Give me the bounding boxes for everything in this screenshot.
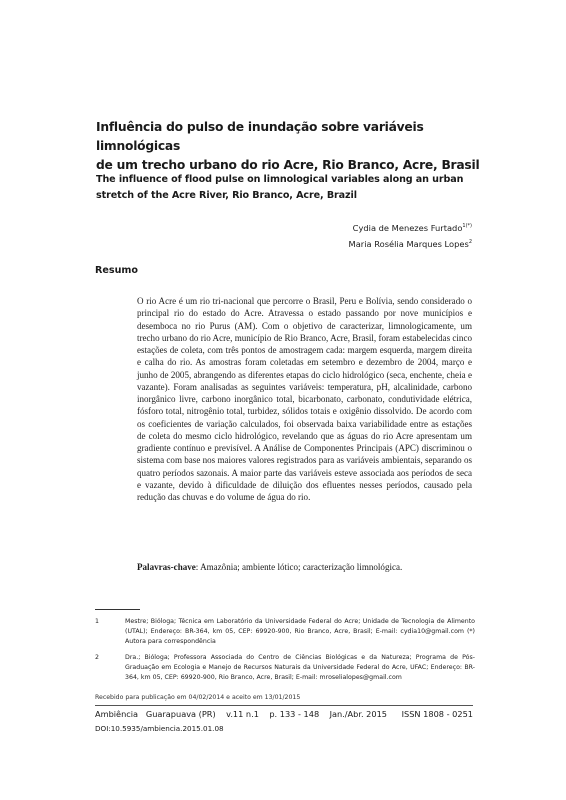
title-pt-line-2: de um trecho urbano do rio Acre, Rio Branco, Acre, Brasil: [96, 158, 480, 172]
doi: DOI:10.5935/ambiencia.2015.01.08: [95, 724, 224, 733]
footnote-text: Dra.; Bióloga; Professora Associada do Centro de Ciências Biológicas e da Natureza; Programa de Pós-Graduação em Ecologia e Manejo de Recursos Naturais da Universidade Federal do Acre, UFAC; Endereço: BR-364, km 05, CEP: 69920-900, Rio Branco, Acre, Brasil; E-mail: mroselialopes@gmail.com: [125, 654, 475, 681]
author-list: [250, 219, 472, 252]
issn: ISSN 1808 - 0251: [401, 709, 473, 719]
footnote-number: 2: [95, 654, 99, 661]
author-2: [250, 235, 472, 251]
journal-citation: [95, 709, 473, 719]
footnote-number: 1: [95, 618, 99, 625]
journal-info: Ambiência Guarapuava (PR) v.11 n.1 p. 133 - 148 Jan./Abr. 2015: [95, 709, 388, 719]
footnote-divider: [95, 609, 140, 610]
title-en-line-2: stretch of the Acre River, Rio Branco, Acre, Brazil: [96, 190, 357, 201]
footnote-text: Mestre; Bióloga; Técnica em Laboratório da Universidade Federal do Acre; Unidade de Tecnologia de Alimento (UTAL); Endereço: BR-364, km 05, CEP: 69920-900, Rio Branco, Acre, Brasil; E-mail: cydia10@gmail.com (*) Autora para correspondência: [125, 618, 475, 645]
author-affiliation-mark: 2: [468, 239, 472, 246]
title-english: [96, 172, 486, 204]
keywords-list: : Amazônia; ambiente lótico; caracterização limnológica.: [195, 562, 403, 572]
author-affiliation-mark: 1(*): [462, 223, 472, 229]
title-en-line-1: The influence of flood pulse on limnological variables along an urban: [96, 174, 464, 185]
received-date: Recebido para publicação em 04/02/2014 e aceito em 13/01/2015: [95, 694, 301, 701]
title-portuguese: [96, 118, 486, 175]
author-name: Maria Rosélia Marques Lopes: [348, 239, 469, 250]
author-name: Cydia de Menezes Furtado: [352, 222, 463, 233]
section-heading-resumo: Resumo: [95, 265, 139, 276]
keywords-label: Palavras-chave: [137, 562, 196, 572]
footnote-1: [95, 617, 475, 646]
title-pt-line-1: Influência do pulso de inundação sobre variáveis limnológicas: [96, 120, 424, 153]
footnote-2: [95, 653, 475, 682]
abstract-text: O rio Acre é um rio tri-nacional que percorre o Brasil, Peru e Bolívia, sendo considerado o principal rio do estado do Acre. Atravessa o estado passando por nove municípios e desemboca no rio Purus (AM). Com o objetivo de caracterizar, limnologicamente, um trecho urbano do rio Acre, município de Rio Branco, Acre, Brasil, foram estabelecidas cinco estações de coleta, com três pontos de amostragem cada: margem esquerda, margem direita e calha do rio. As amostras foram coletadas em setembro e dezembro de 2004, março e junho de 2005, abrangendo as diferentes etapas do ciclo hidrológico (seca, enchente, cheia e vazante). Foram analisadas as seguintes variáveis: temperatura, pH, alcalinidade, carbono inorgânico livre, carbono inorgânico total, bicarbonato, carbonato, condutividade elétrica, fósforo total, nitrogênio total, turbidez, sólidos totais e oxigênio dissolvido. De acordo com os coeficientes de variação calculados, foi observada baixa variabilidade entre as estações de coleta do mesmo ciclo hidrológico, revelando que as águas do rio Acre apresentam um gradiente contínuo e previsível. A Análise de Componentes Principais (APC) discriminou o sistema com base nos maiores valores registrados para as variáveis ambientais, separando os quatro períodos sazonais. A maior parte das variáveis esteve associada aos períodos de seca e vazante, devido à dificuldade de diluição dos efluentes nesses períodos, causado pela redução das chuvas e do volume de água do rio.: [137, 296, 472, 503]
author-1: [250, 219, 472, 235]
keywords: [137, 561, 472, 573]
footer-divider: [95, 705, 473, 706]
